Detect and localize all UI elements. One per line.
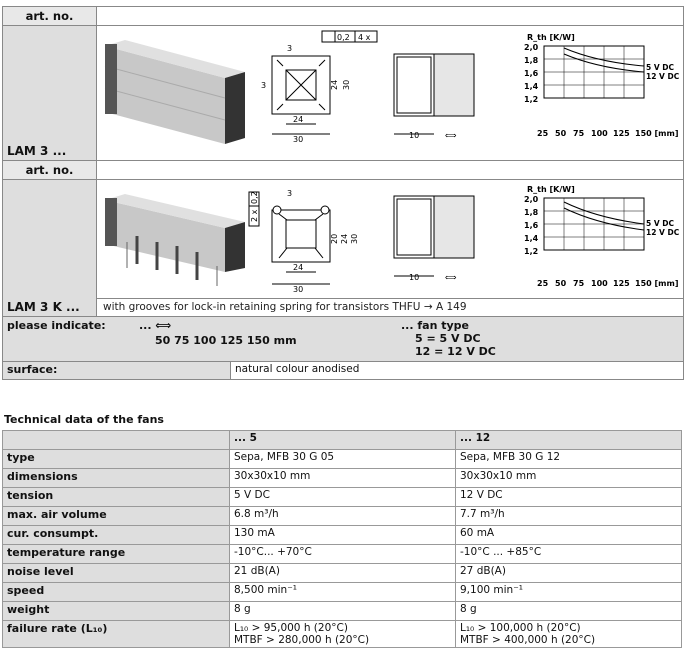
row-value: 30x30x10 mm xyxy=(456,469,682,488)
svg-text:100: 100 xyxy=(591,279,608,288)
svg-text:0,2: 0,2 xyxy=(250,191,259,204)
rth-graph xyxy=(524,33,680,138)
row-value: 60 mA xyxy=(456,526,682,545)
row-label: failure rate (L₁₀) xyxy=(3,621,230,648)
row-label: noise level xyxy=(3,564,230,583)
svg-text:1,8: 1,8 xyxy=(524,56,539,65)
table-row xyxy=(3,507,682,526)
svg-text:24: 24 xyxy=(330,79,339,90)
art-no-header: art. no. xyxy=(3,7,97,25)
row-label: weight xyxy=(3,602,230,621)
fan-tech-table: ... 5 ... 12 type Sepa, MFB 30 G 05 Sepa, MFB 30 G 12 dimensions 30x30x10 mm 30x30x10 mm tension 5 V DC 12 V DC max. air volume 6.8 m³/h 7.7 m³/h cur. consumpt. 130 mA 60 mA temperature range -10°C... +70°C -10°C ... +85°C noise level 21 dB(A) 27 dB(A) speed 8,500 min⁻¹ 9,100 min⁻¹ weight 8 g 8 g failure rate (L₁₀) L₁₀ > 95,000 h (20°C) MTBF > 280,000 h (20°C) L₁₀ > 100,000 h (20°C) MTBF > 400,000 h (20°C) xyxy=(2,430,682,648)
svg-text:⟺: ⟺ xyxy=(445,273,457,282)
svg-text:30: 30 xyxy=(293,285,304,294)
svg-text:2,0: 2,0 xyxy=(524,43,539,52)
rth-graph xyxy=(524,185,680,288)
table-row xyxy=(3,469,682,488)
product-table xyxy=(2,6,684,380)
svg-text:1,2: 1,2 xyxy=(524,247,539,256)
svg-text:3: 3 xyxy=(287,44,293,53)
table-row xyxy=(3,602,682,621)
table-row xyxy=(3,583,682,602)
row-value: 5 V DC xyxy=(230,488,456,507)
svg-text:75: 75 xyxy=(573,279,585,288)
svg-text:1,2: 1,2 xyxy=(524,95,539,104)
svg-text:25: 25 xyxy=(537,129,549,138)
fan-side-view xyxy=(394,54,474,140)
svg-text:24: 24 xyxy=(340,233,349,244)
row-label: max. air volume xyxy=(3,507,230,526)
fan-side-view xyxy=(394,196,474,282)
product-name: LAM 3 ... xyxy=(7,144,67,158)
col-header: ... 12 xyxy=(456,431,682,450)
section-title: Technical data of the fans xyxy=(4,413,164,426)
col-header: ... 5 xyxy=(230,431,456,450)
row-value: 130 mA xyxy=(230,526,456,545)
art-no-header: art. no. xyxy=(3,161,97,179)
row-label: type xyxy=(3,450,230,469)
row-value: Sepa, MFB 30 G 05 xyxy=(230,450,456,469)
svg-text:⟺: ⟺ xyxy=(445,131,457,140)
svg-text:3: 3 xyxy=(287,189,293,198)
row-value: 27 dB(A) xyxy=(456,564,682,583)
svg-text:1,8: 1,8 xyxy=(524,208,539,217)
table-row xyxy=(3,526,682,545)
row-value: -10°C ... +85°C xyxy=(456,545,682,564)
table-row xyxy=(3,564,682,583)
fan-type: ... fan type 5 = 5 V DC 12 = 12 V DC xyxy=(401,319,496,358)
lengths: 50 75 100 125 150 mm xyxy=(155,334,297,347)
product2-drawings xyxy=(97,180,682,298)
svg-text:25: 25 xyxy=(537,279,549,288)
row-label: temperature range xyxy=(3,545,230,564)
svg-text:150 [mm]: 150 [mm] xyxy=(635,279,679,288)
cross-section-drawing xyxy=(261,31,377,144)
grooves-note: with grooves for lock-in retaining spring for transistors THFU → A 149 xyxy=(97,298,683,315)
row-value: 8,500 min⁻¹ xyxy=(230,583,456,602)
svg-text:2,0: 2,0 xyxy=(524,195,539,204)
svg-text:24: 24 xyxy=(293,263,304,272)
svg-text:R_th [K/W]: R_th [K/W] xyxy=(527,185,575,194)
product-lam3 xyxy=(3,26,97,160)
svg-text:50: 50 xyxy=(555,279,567,288)
svg-text:R_th [K/W]: R_th [K/W] xyxy=(527,33,575,42)
svg-text:30: 30 xyxy=(342,79,351,90)
svg-text:3: 3 xyxy=(261,81,267,90)
row-value: 7.7 m³/h xyxy=(456,507,682,526)
svg-text:1,6: 1,6 xyxy=(524,69,539,78)
svg-text:125: 125 xyxy=(613,129,630,138)
table-row xyxy=(3,545,682,564)
row-label: tension xyxy=(3,488,230,507)
svg-text:150 [mm]: 150 [mm] xyxy=(635,129,679,138)
surface-value: natural colour anodised xyxy=(235,363,360,375)
svg-text:10: 10 xyxy=(409,131,420,140)
surface-label: surface: xyxy=(3,362,231,379)
svg-text:12 V DC: 12 V DC xyxy=(646,228,680,237)
svg-text:30: 30 xyxy=(293,135,304,144)
please-indicate-left: please indicate: ... ⟺ 50 75 100 125 150 mm xyxy=(3,317,341,361)
row-label: dimensions xyxy=(3,469,230,488)
heatsink-image xyxy=(105,194,245,286)
svg-text:125: 125 xyxy=(613,279,630,288)
svg-text:5 V DC: 5 V DC xyxy=(646,63,674,72)
svg-text:1,6: 1,6 xyxy=(524,221,539,230)
heatsink-image xyxy=(105,40,245,144)
svg-text:75: 75 xyxy=(573,129,585,138)
row-value: 8 g xyxy=(230,602,456,621)
svg-text:1,4: 1,4 xyxy=(524,234,539,243)
row-value: 12 V DC xyxy=(456,488,682,507)
row-value: -10°C... +70°C xyxy=(230,545,456,564)
product1-drawings xyxy=(97,26,682,160)
row-value: Sepa, MFB 30 G 12 xyxy=(456,450,682,469)
svg-text:1,4: 1,4 xyxy=(524,82,539,91)
product-name: LAM 3 K ... xyxy=(7,300,80,314)
svg-text:4 x: 4 x xyxy=(358,33,371,42)
svg-text:24: 24 xyxy=(293,115,304,124)
table-row xyxy=(3,450,682,469)
svg-text:20: 20 xyxy=(330,233,339,244)
row-value: 21 dB(A) xyxy=(230,564,456,583)
svg-text:100: 100 xyxy=(591,129,608,138)
product-lam3k xyxy=(3,180,97,316)
svg-text:5 V DC: 5 V DC xyxy=(646,219,674,228)
row-value: 9,100 min⁻¹ xyxy=(456,583,682,602)
row-value: 6.8 m³/h xyxy=(230,507,456,526)
row-value: 30x30x10 mm xyxy=(230,469,456,488)
row-label: speed xyxy=(3,583,230,602)
svg-text:50: 50 xyxy=(555,129,567,138)
table-row xyxy=(3,488,682,507)
svg-text:2 x: 2 x xyxy=(250,209,259,222)
svg-text:0,2: 0,2 xyxy=(337,33,350,42)
row-value: 8 g xyxy=(456,602,682,621)
svg-text:10: 10 xyxy=(409,273,420,282)
cross-section-drawing xyxy=(249,189,359,294)
svg-text:12 V DC: 12 V DC xyxy=(646,72,680,81)
row-label: cur. consumpt. xyxy=(3,526,230,545)
svg-text:30: 30 xyxy=(350,233,359,244)
